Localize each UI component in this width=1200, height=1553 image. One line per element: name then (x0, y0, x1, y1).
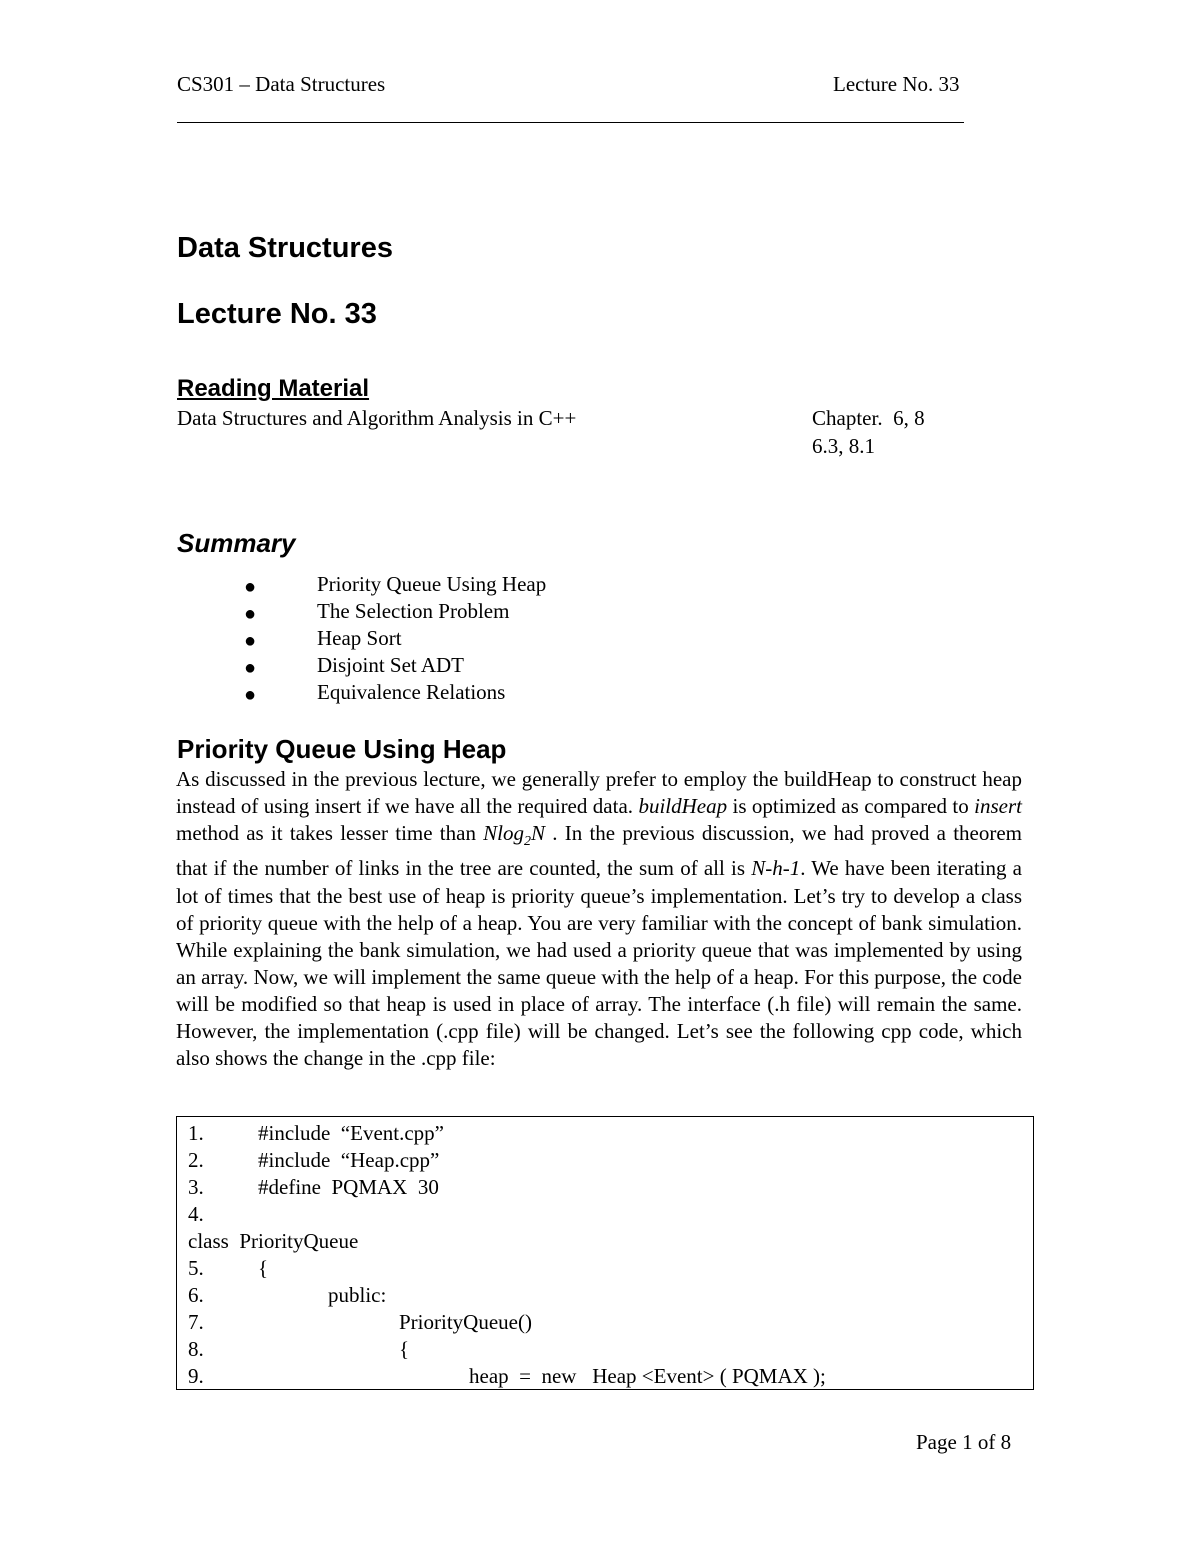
reading-book: Data Structures and Algorithm Analysis in C++ (177, 406, 577, 430)
header-lecture: Lecture No. 33 (833, 72, 960, 96)
code-line: public: (328, 1283, 387, 1307)
code-line: #include “Event.cpp” (258, 1121, 445, 1145)
section-heading: Priority Queue Using Heap (177, 734, 507, 764)
bullet-icon: ● (244, 657, 257, 679)
summary-heading: Summary (177, 528, 296, 558)
code-line: { (399, 1337, 410, 1361)
bullet-icon: ● (244, 576, 257, 598)
code-line: #include “Heap.cpp” (258, 1148, 440, 1172)
code-line-number: 4. (188, 1202, 204, 1226)
header-course: CS301 – Data Structures (177, 72, 386, 96)
reading-sections: 6.3, 8.1 (812, 434, 875, 458)
code-line-number: 8. (188, 1337, 204, 1361)
reading-chapter: Chapter. 6, 8 (812, 406, 925, 430)
code-line: { (258, 1256, 269, 1280)
code-line-number: 6. (188, 1283, 204, 1307)
code-line-number: 1. (188, 1121, 204, 1145)
code-line: class PriorityQueue (188, 1229, 359, 1253)
section-paragraph: As discussed in the previous lecture, we generally prefer to employ the buildHeap to construct heap instead of using insert if we have all the required data. buildHeap is optimized as compared to insert method as it takes lesser time than Nlog$_2$N . In the previous discussion, we had proved a theorem that if the number of links in the tree are counted, the sum of all is N-h-1. We have been iterating a lot of times that the best use of heap is priority queue’s implementation. Let’s try to develop a class of priority queue with the help of a heap. You are very familiar with the concept of bank simulation. While explaining the bank simulation, we had used a priority queue that was implemented by using an array. Now, we will implement the same queue with the help of a heap. For this purpose, the code will be modified so that heap is used in place of array. The interface (.h file) will remain the same. However, the implementation (.cpp file) will be changed. Let’s see the following cpp code, which also shows the change in the .cpp file: (176, 767, 1022, 1071)
header-rule (177, 122, 964, 123)
reading-heading: Reading Material (177, 375, 370, 402)
code-line: PriorityQueue() (399, 1310, 532, 1334)
bullet-icon: ● (244, 684, 257, 706)
code-line-number: 9. (188, 1364, 204, 1388)
page-title: Data Structures (177, 232, 393, 264)
lecture-title: Lecture No. 33 (177, 298, 377, 330)
bullet-icon: ● (244, 603, 257, 625)
code-line-number: 5. (188, 1256, 204, 1280)
code-line-number: 2. (188, 1148, 204, 1172)
page-number: Page 1 of 8 (916, 1430, 1012, 1454)
code-line: #define PQMAX 30 (258, 1175, 439, 1199)
code-line-number: 7. (188, 1310, 204, 1334)
code-line-number: 3. (188, 1175, 204, 1199)
bullet-icon: ● (244, 630, 257, 652)
code-line: heap = new Heap <Event> ( PQMAX ); (469, 1364, 826, 1388)
code-block (176, 1116, 1034, 1390)
